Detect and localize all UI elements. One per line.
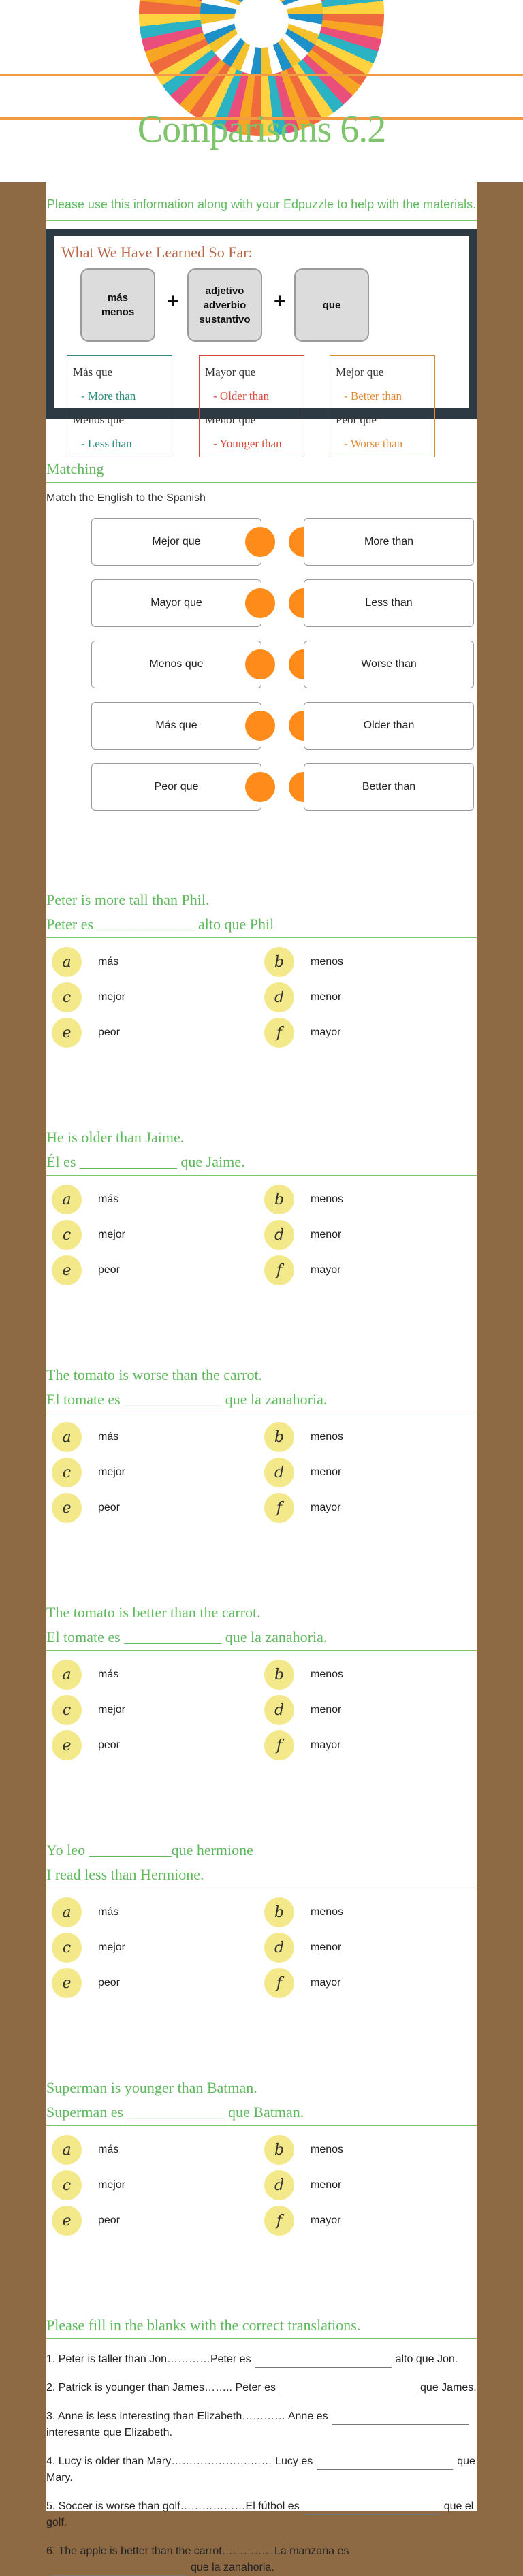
fill-item-suffix: que James. [420, 2382, 477, 2394]
answer-option[interactable] [264, 1457, 341, 1488]
box-mayor-menor [199, 355, 304, 457]
question-prompt: Superman is younger than Batman. [46, 2079, 257, 2096]
option-label: más [98, 1193, 119, 1205]
option-label: menor [311, 1942, 342, 1953]
match-left-item[interactable]: Peor que [91, 763, 262, 811]
option-label: mayor [311, 2215, 341, 2226]
answer-option[interactable] [52, 2205, 120, 2236]
option-letter-badge: d [264, 982, 294, 1012]
answer-option[interactable] [52, 1457, 125, 1488]
option-letter-badge: a [52, 2135, 82, 2165]
answer-option[interactable] [52, 1255, 120, 1286]
box-head: Menor que [205, 413, 256, 426]
option-letter-badge: e [52, 1730, 82, 1760]
option-letter-badge: a [52, 1660, 82, 1690]
answer-option[interactable] [52, 1932, 125, 1963]
option-label: mejor [98, 1704, 126, 1716]
box-mas-menos [67, 355, 172, 457]
option-letter-badge: f [264, 1018, 294, 1048]
option-letter-badge: a [52, 1185, 82, 1214]
box-sub: - Better than [344, 389, 402, 402]
option-label: menor [311, 1704, 342, 1716]
question-block [46, 2079, 477, 2254]
option-label: menos [311, 1669, 344, 1680]
answer-option[interactable] [264, 2134, 343, 2166]
option-label: mayor [311, 1739, 341, 1751]
plus-sign: + [167, 290, 179, 312]
answer-option[interactable] [264, 1219, 341, 1251]
question-sentence: El tomate es _____________ que la zanahoria. [46, 1391, 477, 1413]
tile-que: que [294, 268, 369, 342]
box-head: Peor que [336, 413, 377, 426]
question-block [46, 1604, 477, 1779]
fill-item-prompt: 2. Patrick is younger than James…….. Peter es [46, 2382, 276, 2394]
option-letter-badge: d [264, 2170, 294, 2200]
question-block [46, 1129, 477, 1304]
option-label: mayor [311, 1264, 341, 1276]
question-block [46, 1366, 477, 1541]
question-sentence: Peter es _____________ alto que Phil [46, 916, 477, 938]
box-sub: - More than [81, 389, 136, 402]
question-block [46, 1841, 477, 2016]
answer-option[interactable] [264, 1492, 340, 1524]
tile-mas-menos: más menos [80, 268, 155, 342]
answer-option[interactable] [52, 1184, 118, 1215]
answer-option[interactable] [264, 1932, 341, 1963]
option-letter-badge: a [52, 1422, 82, 1452]
option-letter-badge: b [264, 1897, 294, 1927]
match-left-item[interactable]: Más que [91, 702, 262, 750]
answer-option[interactable] [264, 2205, 340, 2236]
question-prompt: He is older than Jaime. [46, 1129, 185, 1146]
fill-item [46, 2409, 477, 2441]
option-letter-badge: f [264, 2206, 294, 2236]
option-label: más [98, 2144, 119, 2155]
match-right-item[interactable]: Worse than [304, 641, 474, 688]
option-label: más [98, 1906, 119, 1918]
option-label: menos [311, 956, 344, 967]
option-label: mayor [311, 1027, 341, 1038]
option-letter-badge: c [52, 1220, 82, 1250]
option-letter-badge: f [264, 1730, 294, 1760]
answer-option[interactable] [52, 1017, 120, 1048]
page-title: Comparisons 6.2 [137, 108, 386, 150]
option-label: mayor [311, 1502, 341, 1513]
answer-options [46, 1897, 477, 2016]
box-sub: - Younger than [213, 437, 282, 450]
matching-section [46, 460, 477, 828]
option-letter-badge: d [264, 1933, 294, 1963]
answer-option[interactable] [52, 1897, 118, 1928]
answer-option[interactable] [264, 1421, 343, 1453]
match-right-item[interactable]: More than [304, 518, 474, 566]
answer-option[interactable] [264, 1255, 340, 1286]
option-label: mejor [98, 2179, 126, 2191]
multiple-choice-container [46, 891, 477, 2254]
option-letter-badge: b [264, 1422, 294, 1452]
option-label: menos [311, 1431, 344, 1443]
option-label: más [98, 1669, 119, 1680]
fill-item [46, 2380, 477, 2396]
box-head: Más que [73, 366, 113, 379]
option-letter-badge: d [264, 1220, 294, 1250]
answer-options [46, 946, 477, 1066]
answer-options [46, 1659, 477, 1779]
option-label: mejor [98, 1466, 126, 1478]
match-left-connector[interactable] [245, 772, 275, 802]
fill-item [46, 2498, 477, 2531]
question-sentence: Él es _____________ que Jaime. [46, 1153, 477, 1176]
option-letter-badge: b [264, 947, 294, 977]
option-letter-badge: e [52, 1493, 82, 1523]
match-left-item[interactable]: Mejor que [91, 518, 262, 566]
fill-item-prompt: 1. Peter is taller than Jon…………Peter es [46, 2353, 251, 2365]
option-label: peor [98, 1977, 121, 1989]
fill-item-suffix: que la zanahoria. [191, 2562, 274, 2573]
fill-item-prompt: 6. The apple is better than the carrot………….. La manzana es [46, 2545, 349, 2557]
option-letter-badge: f [264, 1493, 294, 1523]
page-header [0, 0, 523, 182]
option-letter-badge: a [52, 947, 82, 977]
option-letter-badge: b [264, 1660, 294, 1690]
answer-option[interactable] [52, 1492, 120, 1524]
intro-text: Please use this information along with your Edpuzzle to help with the materials. [46, 197, 477, 221]
answer-option[interactable] [52, 1694, 125, 1726]
option-label: mejor [98, 1229, 126, 1240]
answer-option[interactable] [264, 1897, 343, 1928]
option-label: menos [311, 1906, 344, 1918]
option-letter-badge: e [52, 2206, 82, 2236]
fill-item [46, 2543, 477, 2576]
option-label: mejor [98, 1942, 126, 1953]
option-letter-badge: a [52, 1897, 82, 1927]
option-label: menor [311, 991, 342, 1003]
fill-item-prompt: 5. Soccer is worse than golf………………El fútbol es [46, 2500, 300, 2512]
plus-sign: + [274, 290, 286, 312]
question-sentence: Superman es _____________ que Batman. [46, 2104, 477, 2126]
match-left-connector[interactable] [245, 588, 275, 618]
option-letter-badge: f [264, 1255, 294, 1285]
option-letter-badge: c [52, 2170, 82, 2200]
answer-option[interactable] [52, 1967, 120, 1999]
option-label: mayor [311, 1977, 341, 1989]
match-left-item[interactable]: Menos que [91, 641, 262, 688]
option-letter-badge: e [52, 1968, 82, 1998]
option-label: mejor [98, 991, 126, 1003]
answer-option[interactable] [52, 946, 118, 978]
option-letter-badge: d [264, 1695, 294, 1725]
blank-input[interactable] [50, 2564, 187, 2576]
answer-option[interactable] [264, 1659, 343, 1690]
question-prompt: Peter is more tall than Phil. [46, 891, 210, 908]
box-sub: - Less than [81, 437, 132, 450]
matching-area [46, 509, 477, 828]
option-letter-badge: c [52, 1695, 82, 1725]
fill-item-prompt: 4. Lucy is older than Mary………………….…… Lucy es [46, 2456, 313, 2467]
option-label: menos [311, 1193, 344, 1205]
answer-option[interactable] [52, 1421, 118, 1453]
answer-option[interactable] [52, 2134, 118, 2166]
worksheet-paper [46, 182, 477, 2573]
match-right-item[interactable]: Older than [304, 702, 474, 750]
box-sub: - Worse than [344, 437, 403, 450]
answer-option[interactable] [52, 1659, 118, 1690]
fill-blanks-title: Please fill in the blanks with the correct translations. [46, 2317, 477, 2339]
fill-item [46, 2351, 477, 2368]
match-left-connector[interactable] [245, 649, 275, 679]
blank-input[interactable] [255, 2355, 392, 2368]
box-head: Mejor que [336, 366, 384, 379]
question-prompt: The tomato is better than the carrot. [46, 1604, 261, 1621]
answer-option[interactable] [52, 1730, 120, 1761]
option-letter-badge: f [264, 1968, 294, 1998]
question-prompt: The tomato is worse than the carrot. [46, 1366, 263, 1383]
option-letter-badge: c [52, 1458, 82, 1487]
match-left-item[interactable]: Mayor que [91, 579, 262, 627]
question-prompt: Yo leo ___________que hermione [46, 1841, 253, 1858]
option-label: menos [311, 2144, 344, 2155]
option-letter-badge: b [264, 1185, 294, 1214]
blank-input[interactable] [280, 2384, 416, 2396]
answer-option[interactable] [52, 2170, 125, 2201]
answer-option[interactable] [264, 1730, 340, 1761]
matching-instruction: Match the English to the Spanish [46, 492, 206, 504]
option-letter-badge: c [52, 982, 82, 1012]
answer-option[interactable] [264, 1017, 340, 1048]
fill-blanks-section [46, 2317, 477, 2576]
intro-section [46, 197, 477, 450]
question-sentence: El tomate es _____________ que la zanahoria. [46, 1628, 477, 1651]
option-label: menor [311, 2179, 342, 2191]
fill-item-suffix: interesante que Elizabeth. [46, 2427, 173, 2438]
box-sub: - Older than [213, 389, 270, 402]
fill-item-prompt: 3. Anne is less interesting than Elizabeth………… Anne es [46, 2411, 328, 2422]
blank-input[interactable] [317, 2458, 453, 2470]
answer-option[interactable] [264, 946, 343, 978]
match-right-item[interactable]: Less than [304, 579, 474, 627]
option-letter-badge: c [52, 1933, 82, 1963]
question-sentence: I read less than Hermione. [46, 1866, 477, 1888]
option-label: peor [98, 1264, 121, 1276]
question-block [46, 891, 477, 1066]
fill-item [46, 2453, 477, 2486]
answer-option[interactable] [52, 982, 125, 1013]
option-label: peor [98, 1027, 121, 1038]
lesson-title: What We Have Learned So Far: [61, 244, 253, 261]
blank-input[interactable] [332, 2413, 469, 2425]
option-letter-badge: d [264, 1458, 294, 1487]
header-divider-top [0, 74, 523, 76]
match-right-item[interactable]: Better than [304, 763, 474, 811]
blank-input[interactable] [304, 2502, 440, 2515]
option-label: menor [311, 1466, 342, 1478]
box-mejor-peor [330, 355, 435, 457]
answer-option[interactable] [264, 2170, 341, 2201]
option-label: peor [98, 2215, 121, 2226]
option-letter-badge: b [264, 2135, 294, 2165]
answer-option[interactable] [52, 1219, 125, 1251]
option-label: peor [98, 1502, 121, 1513]
option-letter-badge: e [52, 1018, 82, 1048]
matching-title: Matching [46, 460, 477, 483]
answer-option[interactable] [264, 1967, 340, 1999]
fill-item-suffix: que el golf. [46, 2500, 474, 2528]
option-label: peor [98, 1739, 121, 1751]
fill-item-suffix: que Mary. [46, 2456, 475, 2483]
match-left-connector[interactable] [245, 711, 275, 741]
answer-options [46, 1184, 477, 1304]
answer-option[interactable] [264, 1694, 341, 1726]
answer-option[interactable] [264, 982, 341, 1013]
answer-options [46, 2134, 477, 2254]
option-label: más [98, 1431, 119, 1443]
box-head: Menos que [73, 413, 125, 426]
option-label: menor [311, 1229, 342, 1240]
match-left-connector[interactable] [245, 527, 275, 557]
fill-item-suffix: alto que Jon. [395, 2353, 458, 2365]
option-letter-badge: e [52, 1255, 82, 1285]
box-head: Mayor que [205, 366, 256, 379]
lesson-summary-image [46, 229, 477, 450]
answer-option[interactable] [264, 1184, 343, 1215]
tile-adjetivo: adjetivo adverbio sustantivo [187, 268, 262, 342]
answer-options [46, 1421, 477, 1541]
option-label: más [98, 956, 119, 967]
